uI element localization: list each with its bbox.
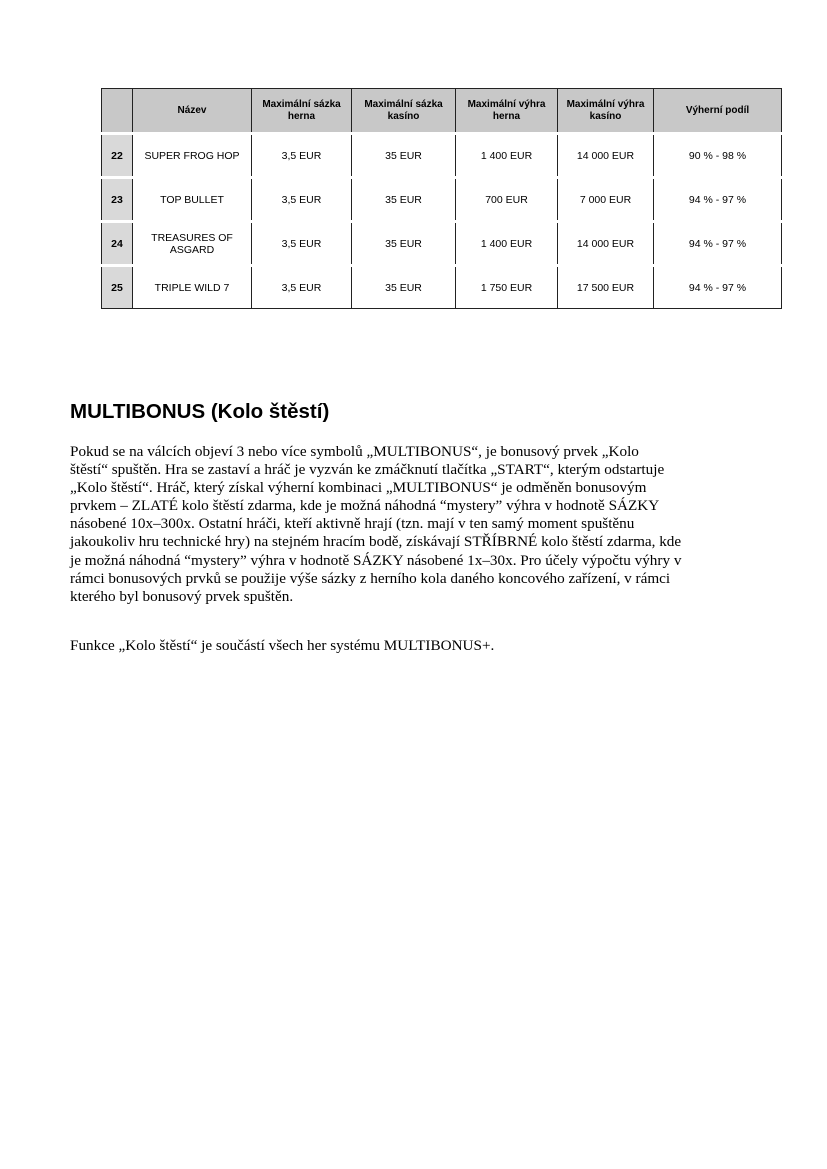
table-cell: SUPER FROG HOP — [133, 134, 252, 178]
column-header: Maximální sázka kasíno — [352, 89, 456, 134]
paragraph-line: je možná náhodná “mystery” výhra v hodnotě SÁZKY násobené 1x–30x. Pro účely výpočtu výhry v — [70, 551, 682, 569]
paragraph-line: jakoukoliv hru technické hry) na stejném hracím bodě, získávají STŘÍBRNÉ kolo štěstí zdarma, kde — [70, 533, 682, 551]
table-cell: 35 EUR — [352, 222, 456, 266]
paragraph-line: „Kolo štěstí“. Hráč, který získal výherní kombinaci „MULTIBONUS“ je odměněn bonusovým — [70, 479, 647, 497]
table-cell: 14 000 EUR — [558, 134, 654, 178]
table-row — [102, 134, 782, 178]
table-cell: 90 % - 98 % — [654, 134, 782, 178]
paragraph-line: Pokud se na válcích objeví 3 nebo více symbolů „MULTIBONUS“, je bonusový prvek „Kolo — [70, 443, 639, 460]
row-number: 25 — [102, 266, 133, 309]
table-cell: 35 EUR — [352, 266, 456, 309]
table-cell: 7 000 EUR — [558, 178, 654, 222]
column-header: Maximální výhra kasíno — [558, 89, 654, 134]
games-table — [101, 88, 782, 309]
table-cell: TOP BULLET — [133, 178, 252, 222]
table-row — [102, 222, 782, 266]
table-header-row — [102, 89, 782, 134]
section-paragraph — [70, 443, 681, 606]
row-number: 24 — [102, 222, 133, 266]
table-cell: 700 EUR — [456, 178, 558, 222]
table-cell: 35 EUR — [352, 134, 456, 178]
table-row — [102, 178, 782, 222]
column-header: Výherní podíl — [654, 89, 782, 134]
table-cell: 1 400 EUR — [456, 222, 558, 266]
paragraph-line: násobené 10x–300x. Ostatní hráči, kteří aktivně hrají (tzn. mají v ten samý moment spuštěnu — [70, 515, 635, 533]
column-header: Název — [133, 89, 252, 134]
table-cell: 14 000 EUR — [558, 222, 654, 266]
table-cell: 3,5 EUR — [252, 134, 352, 178]
column-header: Maximální sázka herna — [252, 89, 352, 134]
paragraph-line: kterého byl bonusový prvek spuštěn. — [70, 587, 294, 605]
table-cell: 1 750 EUR — [456, 266, 558, 309]
table-cell: 35 EUR — [352, 178, 456, 222]
table-cell: 94 % - 97 % — [654, 266, 782, 309]
table-cell: 94 % - 97 % — [654, 178, 782, 222]
table-cell: 3,5 EUR — [252, 178, 352, 222]
paragraph-line: prvkem – ZLATÉ kolo štěstí zdarma, kde je možná náhodná “mystery” výhra v hodnotě SÁZKY — [70, 497, 660, 515]
paragraph-line: štěstí“ spuštěn. Hra se zastaví a hráč je vyzván ke zmáčknutí tlačítka „START“, kterým odstartuje — [70, 461, 665, 479]
table-row — [102, 266, 782, 309]
table-cell: TREASURES OF ASGARD — [133, 222, 252, 266]
table-cell: 94 % - 97 % — [654, 222, 782, 266]
table-cell: 3,5 EUR — [252, 222, 352, 266]
table-cell: 1 400 EUR — [456, 134, 558, 178]
column-header — [102, 89, 133, 134]
row-number: 23 — [102, 178, 133, 222]
section-heading: MULTIBONUS (Kolo štěstí) — [70, 400, 330, 423]
section-paragraph-2: Funkce „Kolo štěstí“ je součástí všech her systému MULTIBONUS+. — [70, 637, 495, 654]
table-cell: 3,5 EUR — [252, 266, 352, 309]
paragraph-line: rámci bonusových prvků se použije výše sázky z herního kola daného koncového zařízení, v rámci — [70, 569, 671, 587]
column-header: Maximální výhra herna — [456, 89, 558, 134]
table-cell: TRIPLE WILD 7 — [133, 266, 252, 309]
row-number: 22 — [102, 134, 133, 178]
table-cell: 17 500 EUR — [558, 266, 654, 309]
